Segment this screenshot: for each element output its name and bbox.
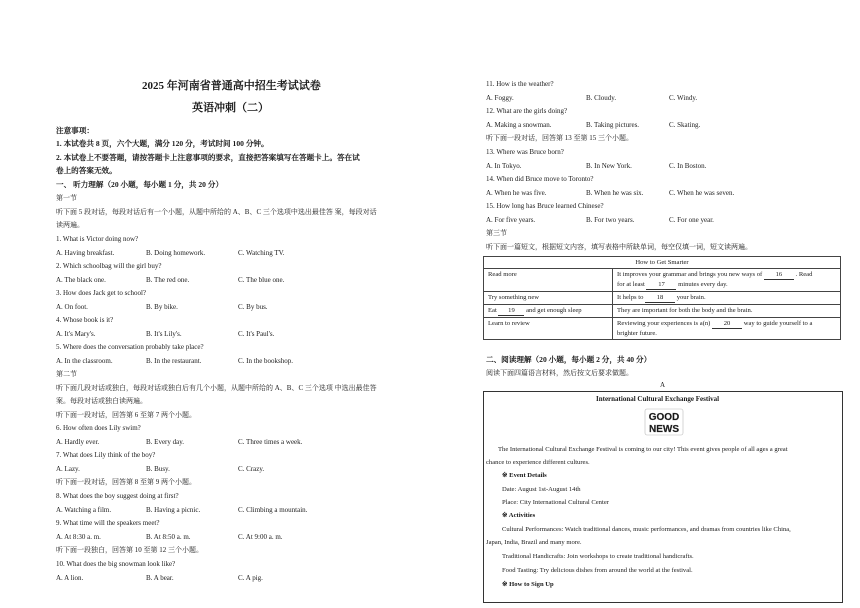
question-5: 5. Where does the conversation probably take place?	[56, 343, 204, 351]
row-3-text-c: and get enough sleep	[526, 307, 582, 314]
q15-option-a: A. For five years.	[486, 216, 536, 224]
q15-option-c: C. For one year.	[669, 216, 714, 224]
event-details-heading: ※ Event Details	[502, 472, 547, 479]
group-8-9-instructions: 听下面一段对话，回答第 8 至第 9 两个小题。	[56, 478, 196, 486]
question-1: 1. What is Victor doing now?	[56, 235, 139, 243]
q2-option-b: B. The red one.	[146, 276, 190, 284]
table-row-2-label: Try something new	[484, 292, 613, 305]
q5-option-a: A. In the classroom.	[56, 357, 113, 365]
row-4-text-a: Reviewing your experiences is a(n)	[617, 320, 711, 327]
q9-option-c: C. At 9:00 a. m.	[238, 533, 283, 541]
blank-18: 18	[645, 293, 675, 303]
table-row-2-content	[613, 292, 841, 305]
q11-option-c: C. Windy.	[669, 94, 698, 102]
q1-option-c: C. Watching TV.	[238, 249, 285, 257]
row-1-text-a: It improves your grammar and brings you new ways of	[617, 271, 763, 278]
exam-title: 2025 年河南省普通高中招生考试试卷	[142, 80, 321, 92]
q2-option-a: A. The black one.	[56, 276, 106, 284]
event-place: Place: City International Cultural Center	[502, 499, 609, 506]
part-2-label: 第二节	[56, 370, 77, 378]
table-row-4-content	[613, 318, 841, 340]
group-10-12-instructions: 听下面一段独白，回答第 10 至第 12 三个小题。	[56, 546, 203, 554]
question-15: 15. How long has Bruce learned Chinese?	[486, 202, 604, 210]
q12-option-b: B. Taking pictures.	[586, 121, 640, 129]
q6-option-a: A. Hardly ever.	[56, 438, 100, 446]
part-1-instructions: 听下面 5 段对话，每段对话后有一个小题，从题中所给的 A、B、C 三个选项中选出最佳答 案，每段对话	[56, 208, 377, 216]
row-2-text-a: It helps to	[617, 294, 644, 301]
q9-option-a: A. At 8:30 a. m.	[56, 533, 101, 541]
question-2: 2. Which schoolbag will the girl buy?	[56, 262, 162, 270]
question-8: 8. What does the boy suggest doing at first?	[56, 492, 179, 500]
question-9: 9. What time will the speakers meet?	[56, 519, 160, 527]
row-4-text-d: brighter future.	[617, 330, 657, 337]
q15-option-b: B. For two years.	[586, 216, 635, 224]
question-11: 11. How is the weather?	[486, 80, 554, 88]
q7-option-b: B. Busy.	[146, 465, 170, 473]
note-2-cont: 卷上的答案无效。	[56, 166, 117, 175]
q3-option-b: B. By bike.	[146, 303, 178, 311]
passage-para-1: The International Cultural Exchange Festival is coming to our city! This event gives people of all ages a great	[498, 446, 788, 453]
question-7: 7. What does Lily think of the boy?	[56, 451, 156, 459]
blank-19: 19	[498, 306, 524, 316]
notes-heading: 注意事项：	[56, 126, 94, 135]
section-2-heading: 二、阅读理解（20 小题，每小题 2 分，共 40 分）	[486, 355, 652, 364]
table-row-3-content: They are important for both the body and the brain.	[613, 305, 841, 318]
q13-option-a: A. In Tokyo.	[486, 162, 522, 170]
q8-option-b: B. Having a picnic.	[146, 506, 201, 514]
q14-option-a: A. When he was five.	[486, 189, 547, 197]
q13-option-b: B. In New York.	[586, 162, 632, 170]
fill-in-table	[483, 256, 841, 340]
group-13-15-instructions: 听下面一段对话，回答第 13 至第 15 三个小题。	[486, 134, 633, 142]
activities-heading: ※ Activities	[502, 512, 536, 519]
q8-option-c: C. Climbing a mountain.	[238, 506, 308, 514]
question-12: 12. What are the girls doing?	[486, 107, 568, 115]
good-news-logo	[644, 408, 684, 436]
q5-option-c: C. In the bookshop.	[238, 357, 294, 365]
part-1-label: 第一节	[56, 194, 77, 202]
table-title: How to Get Smarter	[484, 257, 841, 269]
q1-option-b: B. Doing homework.	[146, 249, 206, 257]
row-4-text-c: way to guide yourself to a	[743, 320, 813, 327]
part-3-label: 第三节	[486, 229, 507, 237]
question-6: 6. How often does Lily swim?	[56, 424, 141, 432]
q11-option-a: A. Foggy.	[486, 94, 514, 102]
group-6-7-instructions: 听下面一段对话，回答第 6 至第 7 两个小题。	[56, 411, 196, 419]
activity-food-tasting: Food Tasting: Try delicious dishes from around the world at the festival.	[502, 567, 693, 574]
q10-option-c: C. A pig.	[238, 574, 263, 582]
sign-up-heading: ※ How to Sign Up	[502, 581, 554, 588]
question-10: 10. What does the big snowman look like?	[56, 560, 176, 568]
note-2: 2. 本试卷上不要答题，请按答题卡上注意事项的要求，直接把答案填写在答题卡上。答在试	[56, 153, 360, 162]
q7-option-a: A. Lazy.	[56, 465, 80, 473]
part-2-instructions-cont: 案。每段对话或独白读两遍。	[56, 397, 147, 405]
question-14: 14. When did Bruce move to Toronto?	[486, 175, 594, 183]
question-4: 4. Whose book is it?	[56, 316, 114, 324]
blank-20: 20	[712, 319, 742, 329]
row-1-text-e: minutes every day.	[678, 281, 728, 288]
section-2-instructions: 阅读下面四篇语言材料，然后按文后要求做题。	[486, 369, 633, 377]
q14-option-c: C. When he was seven.	[669, 189, 735, 197]
q6-option-b: B. Every day.	[146, 438, 185, 446]
q11-option-b: B. Cloudy.	[586, 94, 617, 102]
q4-option-b: B. It's Lily's.	[146, 330, 182, 338]
row-2-text-c: your brain.	[676, 294, 706, 301]
table-row-1-label: Read more	[484, 269, 613, 292]
q14-option-b: B. When he was six.	[586, 189, 644, 197]
activity-handicrafts: Traditional Handicrafts: Join workshops to create traditional handicrafts.	[502, 553, 694, 560]
q13-option-c: C. In Boston.	[669, 162, 707, 170]
section-1-heading: 一、 听力理解（20 小题，每小题 1 分，共 20 分）	[56, 180, 224, 189]
q10-option-b: B. A bear.	[146, 574, 174, 582]
q5-option-b: B. In the restaurant.	[146, 357, 202, 365]
q10-option-a: A. A lion.	[56, 574, 84, 582]
q9-option-b: B. At 8:50 a. m.	[146, 533, 191, 541]
blank-16: 16	[764, 270, 794, 280]
q7-option-c: C. Crazy.	[238, 465, 265, 473]
q6-option-c: C. Three times a week.	[238, 438, 303, 446]
q4-option-a: A. It's Mary's.	[56, 330, 96, 338]
row-1-text-d: for at least	[617, 281, 645, 288]
question-3: 3. How does Jack get to school?	[56, 289, 147, 297]
question-13: 13. Where was Bruce born?	[486, 148, 564, 156]
logo-text-top: GOOD	[648, 412, 680, 423]
activity-performances: Cultural Performances: Watch traditional dances, music performances, and dramas from countries like China,	[502, 526, 791, 533]
q1-option-a: A. Having breakfast.	[56, 249, 115, 257]
passage-para-1-cont: chance to experience different cultures.	[486, 459, 590, 466]
passage-title: International Cultural Exchange Festival	[596, 395, 720, 403]
q8-option-a: A. Watching a film.	[56, 506, 112, 514]
row-1-text-c: . Read	[795, 271, 813, 278]
activity-performances-cont: Japan, India, Brazil and many more.	[486, 539, 582, 546]
event-date: Date: August 1st-August 14th	[502, 486, 581, 493]
note-1: 1. 本试卷共 8 页，六个大题，满分 120 分，考试时间 100 分钟。	[56, 139, 269, 148]
table-row-1-content	[613, 269, 841, 292]
q4-option-c: C. It's Paul's.	[238, 330, 275, 338]
table-row-3-label	[484, 305, 613, 318]
q3-option-a: A. On foot.	[56, 303, 88, 311]
passage-label: A	[660, 381, 666, 389]
part-1-instructions-cont: 读两遍。	[56, 221, 84, 229]
exam-subtitle: 英语冲刺（二）	[192, 102, 269, 114]
q12-option-c: C. Skating.	[669, 121, 701, 129]
logo-text-bottom: NEWS	[649, 424, 679, 435]
q2-option-c: C. The blue one.	[238, 276, 285, 284]
blank-17: 17	[646, 280, 676, 290]
table-row-4-label: Learn to review	[484, 318, 613, 340]
part-3-instructions: 听下面一篇短文，根据短文内容，填写表格中所缺单词，每空仅填一词，短文读两遍。	[486, 243, 752, 251]
q3-option-c: C. By bus.	[238, 303, 268, 311]
row-3-text-a: Eat	[488, 307, 497, 314]
part-2-instructions: 听下面几段对话或独白，每段对话或独白后有几个小题，从题中所给的 A、B、C 三个选项 中选出最佳答	[56, 384, 377, 392]
q12-option-a: A. Making a snowman.	[486, 121, 552, 129]
